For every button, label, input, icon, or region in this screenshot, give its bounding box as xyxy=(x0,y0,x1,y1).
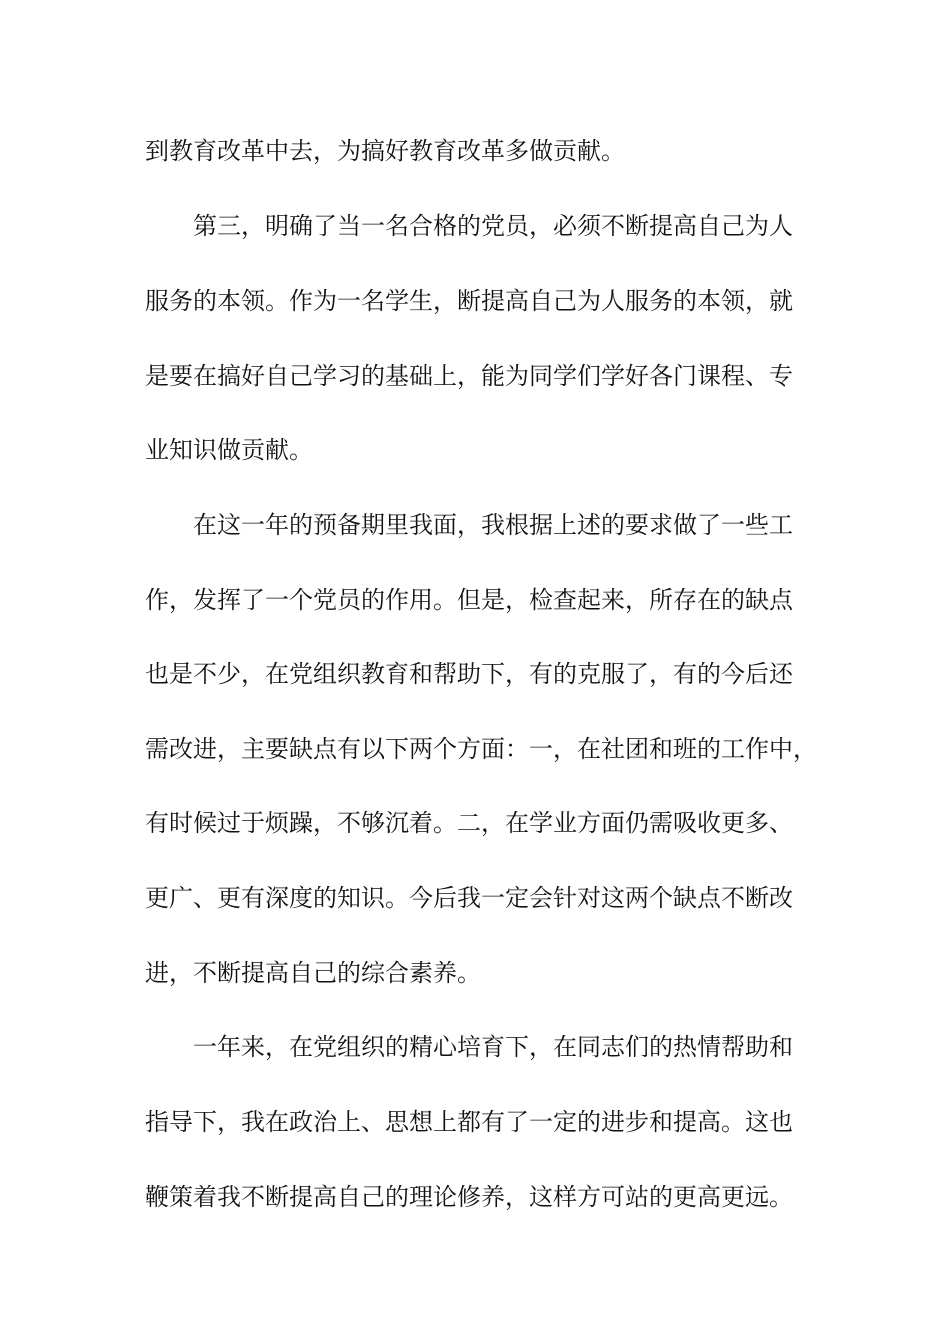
text-line: 到教育改革中去，为搞好教育改革多做贡献。 xyxy=(145,137,625,165)
text-line: 鞭策着我不断提高自己的理论修养，这样方可站的更高更远。 xyxy=(145,1183,793,1211)
text-line: 作，发挥了一个党员的作用。但是，检查起来，所存在的缺点 xyxy=(145,586,793,614)
text-line: 需改进，主要缺点有以下两个方面：一，在社团和班的工作中， xyxy=(145,735,817,763)
paragraph-start-line: 第三，明确了当一名合格的党员，必须不断提高自己为人 xyxy=(193,212,793,240)
text-line: 有时候过于烦躁，不够沉着。二，在学业方面仍需吸收更多、 xyxy=(145,809,793,837)
text-line: 指导下，我在政治上、思想上都有了一定的进步和提高。这也 xyxy=(145,1108,793,1136)
paragraph-start-line: 在这一年的预备期里我面，我根据上述的要求做了一些工 xyxy=(193,511,793,539)
text-line: 服务的本领。作为一名学生，断提高自己为人服务的本领，就 xyxy=(145,287,793,315)
text-line: 也是不少，在党组织教育和帮助下，有的克服了，有的今后还 xyxy=(145,660,793,688)
text-line: 更广、更有深度的知识。今后我一定会针对这两个缺点不断改 xyxy=(145,884,793,912)
text-line: 业知识做贡献。 xyxy=(145,436,313,464)
text-line: 进，不断提高自己的综合素养。 xyxy=(145,959,481,987)
text-line: 是要在搞好自己学习的基础上，能为同学们学好各门课程、专 xyxy=(145,362,793,390)
paragraph-start-line: 一年来，在党组织的精心培育下，在同志们的热情帮助和 xyxy=(193,1033,793,1061)
